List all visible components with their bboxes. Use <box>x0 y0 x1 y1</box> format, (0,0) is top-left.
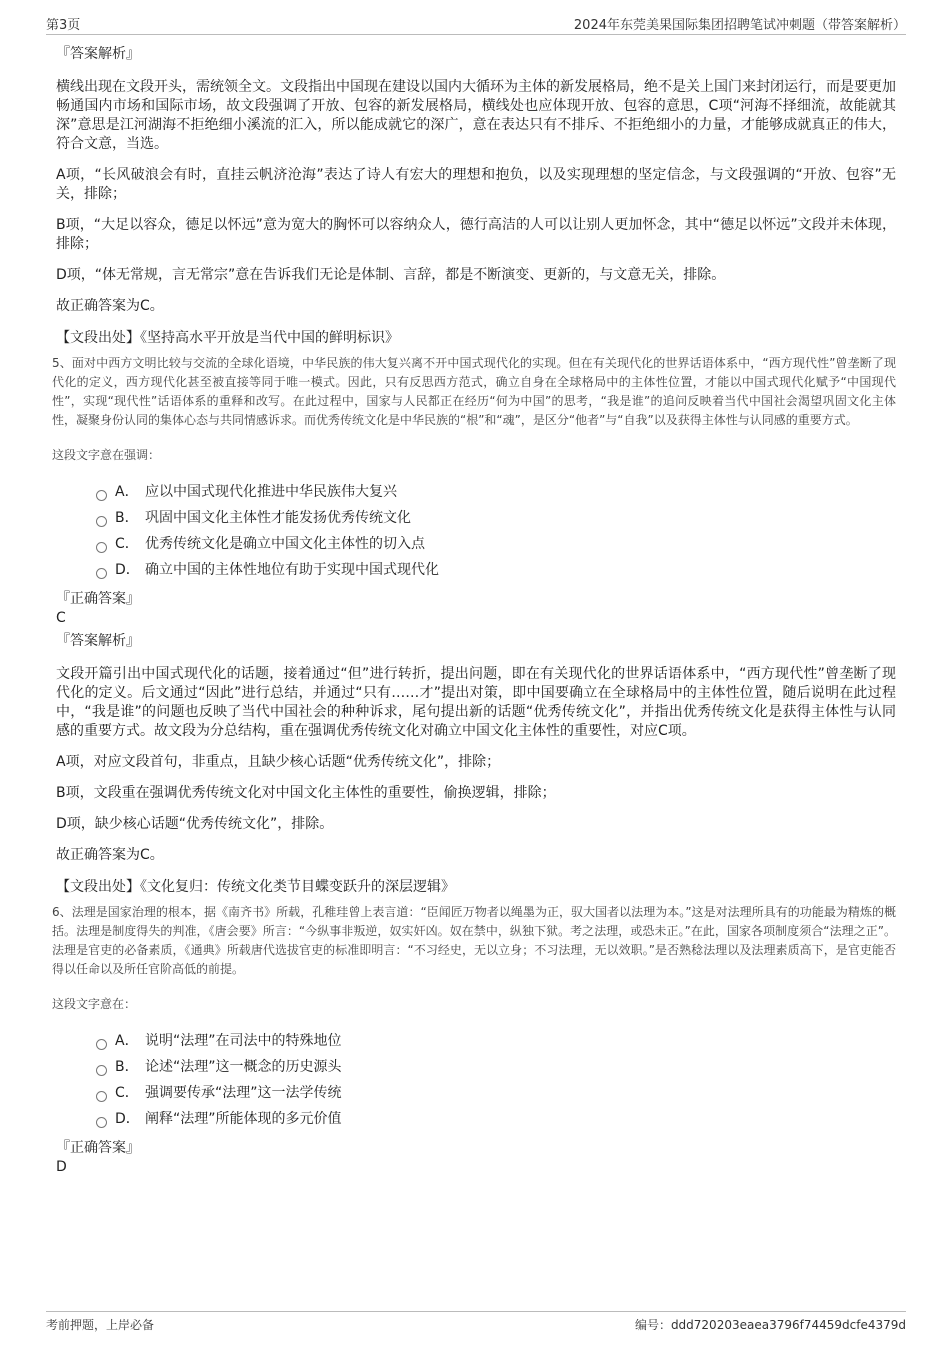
analysis-conclusion: 故正确答案为C。 <box>56 298 164 314</box>
option-a[interactable]: A． 应以中国式现代化推进中华民族伟大复兴 <box>96 479 896 505</box>
analysis-paragraph: B项，“大足以容众，德足以怀远”意为宽大的胸怀可以容纳众人，德行高洁的人可以让别人更加怀念，其中“德足以怀远”文段并未体现，排除； <box>56 217 896 252</box>
option-b[interactable]: B． 论述“法理”这一概念的历史源头 <box>96 1054 896 1080</box>
option-c[interactable]: C． 强调要传承“法理”这一法学传统 <box>96 1080 896 1106</box>
radio-icon[interactable] <box>96 1065 107 1076</box>
radio-icon[interactable] <box>96 516 107 527</box>
question-prompt: 这段文字意在： <box>52 997 137 1011</box>
radio-icon[interactable] <box>96 490 107 501</box>
answer-label: 『正确答案』 <box>56 1140 140 1156</box>
radio-icon[interactable] <box>96 1039 107 1050</box>
question-prompt: 这段文字意在强调： <box>52 448 161 462</box>
analysis-paragraph: D项，缺少核心话题“优秀传统文化”，排除。 <box>56 816 334 832</box>
analysis-paragraph: 横线出现在文段开头，需统领全文。文段指出中国现在建设以国内大循环为主体的新发展格局，绝不是关上国门来封闭运行，而是要更加畅通国内市场和国际市场，故文段强调了开放、包容的新发展格局，横线处也应体现开放、包容的意思，C项“河海不择细流，故能就其深”意思是江河湖海不拒绝细小溪流的汇入，所以能成就它的深广，意在表达只有不排斥、不拒绝细小的力量，才能够成就真正的伟大，符合文意，当选。 <box>56 79 896 152</box>
option-list <box>56 479 896 583</box>
radio-icon[interactable] <box>96 542 107 553</box>
answer-label: 『正确答案』 <box>56 591 140 607</box>
page-number: 第3页 <box>46 18 81 33</box>
option-a[interactable]: A． 说明“法理”在司法中的特殊地位 <box>96 1028 896 1054</box>
analysis-paragraph: A项，“长风破浪会有时，直挂云帆济沧海”表达了诗人有宏大的理想和抱负，以及实现理想的坚定信念，与文段强调的“开放、包容”无关，排除； <box>56 167 896 202</box>
question-stem: 6、法理是国家治理的根本，据《南齐书》所载，孔稚珪曾上表言道：“臣闻匠万物者以绳墨为正，驭大国者以法理为本。”这是对法理所具有的功能最为精炼的概括。法理是制度得失的判准，《唐会要》所言：“今纵事非叛逆，奴实奸凶。奴在禁中，纵独下狱。考之法理，或恐未正。”在此，国家各项制度须合“法理之正”。法理是官吏的必备素质，《通典》所载唐代选拔官吏的标准即明言：“不习经史，无以立身；不习法理，无以效职。”是否熟稔法理以及法理素质高下，是官吏能否得以任命以及所任官阶高低的前提。 <box>52 905 896 976</box>
question-stem: 5、面对中西方文明比较与交流的全球化语境，中华民族的伟大复兴离不开中国式现代化的实现。但在有关现代化的世界话语体系中，“西方现代性”曾垄断了现代化的定义，西方现代化甚至被直接等同于唯一模式。因此，只有反思西方范式，确立自身在全球格局中的主体性位置，才能以中国式现代化赋予“中国现代性”，实现“现代性”话语体系的重释和改写。在此过程中，国家与人民都正在经历“何为中国”的思考，“我是谁”的追问反映着当代中国社会渴望巩固文化主体性，凝聚身份认同的集体心态与共同情感诉求。而优秀传统文化是中华民族的“根”和“魂”，是区分“他者”与“自我”以及获得主体性与认同感的重要方式。 <box>52 356 896 427</box>
option-d[interactable]: D． 确立中国的主体性地位有助于实现中国式现代化 <box>96 557 896 583</box>
analysis-paragraph: B项，文段重在强调优秀传统文化对中国文化主体性的重要性，偷换逻辑，排除； <box>56 785 556 801</box>
option-list <box>56 1028 896 1132</box>
analysis-label: 『答案解析』 <box>56 46 140 62</box>
analysis-paragraph: 文段开篇引出中国式现代化的话题，接着通过“但”进行转折，提出问题，即在有关现代化的世界话语体系中，“西方现代性”曾垄断了现代化的定义。后文通过“因此”进行总结，并通过“只有……才”提出对策，即中国要确立在全球格局中的主体性位置，随后说明在此过程中，“我是谁”的问题也反映了当代中国社会的种种诉求，尾句提出新的话题“优秀传统文化”，并指出优秀传统文化是获得主体性与认同感的重要方式。故文段为分总结构，重在强调优秀传统文化对确立中国文化主体性的重要性，对应C项。 <box>56 666 896 739</box>
page-content <box>52 44 896 1176</box>
page-header <box>46 10 906 35</box>
document-id: 编号：ddd720203eaea3796f74459dcfe4379d <box>634 1318 906 1332</box>
analysis-paragraph: A项，对应文段首句，非重点，且缺少核心话题“优秀传统文化”，排除； <box>56 754 501 770</box>
page-footer <box>46 1311 906 1336</box>
option-c[interactable]: C． 优秀传统文化是确立中国文化主体性的切入点 <box>96 531 896 557</box>
analysis-paragraph: D项，“体无常规，言无常宗”意在告诉我们无论是体制、言辞，都是不断演变、更新的，与文意无关，排除。 <box>56 267 726 283</box>
option-b[interactable]: B． 巩固中国文化主体性才能发扬优秀传统文化 <box>96 505 896 531</box>
radio-icon[interactable] <box>96 1117 107 1128</box>
text-source: 【文段出处】《坚持高水平开放是当代中国的鲜明标识》 <box>56 330 399 346</box>
correct-answer: C <box>56 610 66 626</box>
analysis-conclusion: 故正确答案为C。 <box>56 847 164 863</box>
radio-icon[interactable] <box>96 1091 107 1102</box>
radio-icon[interactable] <box>96 568 107 579</box>
option-d[interactable]: D． 阐释“法理”所能体现的多元价值 <box>96 1106 896 1132</box>
text-source: 【文段出处】《文化复归：传统文化类节目蝶变跃升的深层逻辑》 <box>56 879 455 895</box>
analysis-label: 『答案解析』 <box>56 633 140 649</box>
footer-slogan: 考前押题，上岸必备 <box>46 1318 155 1332</box>
correct-answer: D <box>56 1159 67 1175</box>
document-title: 2024年东莞美果国际集团招聘笔试冲刺题（带答案解析） <box>573 18 906 33</box>
